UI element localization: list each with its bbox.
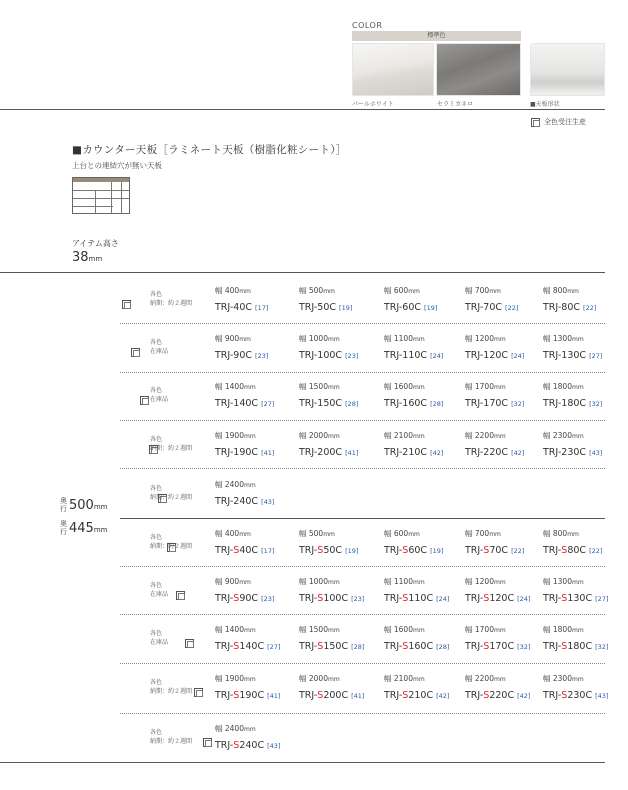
product-code: TRJ-40C [17] bbox=[215, 302, 269, 313]
page-ref: [42] bbox=[430, 449, 444, 457]
made-to-order-icon bbox=[122, 300, 131, 309]
product-cell bbox=[384, 624, 449, 652]
pearl-white-swatch bbox=[352, 43, 434, 96]
page-ref: [23] bbox=[255, 352, 269, 360]
product-code: TRJ-60C [19] bbox=[384, 302, 438, 313]
section-title: ■カウンター天板［ラミネート天板（樹脂化粧シート）］ bbox=[72, 144, 347, 156]
dotted-divider bbox=[120, 468, 605, 469]
page-ref: [28] bbox=[430, 400, 444, 408]
width-label: 幅 1400mm bbox=[215, 625, 256, 634]
product-cell bbox=[465, 673, 530, 701]
ceramica-nero-swatch bbox=[436, 43, 521, 96]
width-label: 幅 400mm bbox=[215, 286, 251, 295]
divider bbox=[0, 272, 605, 273]
made-to-order-icon bbox=[176, 591, 185, 600]
dotted-divider bbox=[120, 323, 605, 324]
color-heading: COLOR bbox=[352, 21, 383, 30]
width-label: 幅 2200mm bbox=[465, 431, 506, 440]
made-to-order-icon bbox=[140, 396, 149, 405]
dotted-divider bbox=[120, 614, 605, 615]
divider bbox=[0, 109, 605, 110]
dotted-divider bbox=[120, 372, 605, 373]
delivery-note: 各色 在庫品 bbox=[150, 339, 169, 355]
product-code: TRJ-S100C [23] bbox=[299, 593, 365, 604]
product-code: TRJ-S230C [43] bbox=[543, 690, 609, 701]
product-code: TRJ-S130C [27] bbox=[543, 593, 609, 604]
product-code: TRJ-50C [19] bbox=[299, 302, 353, 313]
product-cell bbox=[465, 576, 530, 604]
page-ref: [22] bbox=[511, 547, 525, 555]
product-cell bbox=[215, 430, 274, 458]
width-label: 幅 2000mm bbox=[299, 431, 340, 440]
product-cell bbox=[543, 673, 608, 701]
product-cell bbox=[465, 381, 524, 409]
product-cell bbox=[299, 528, 358, 556]
product-cell bbox=[543, 381, 602, 409]
product-code: TRJ-S220C [42] bbox=[465, 690, 531, 701]
product-cell bbox=[465, 430, 524, 458]
page-ref: [24] bbox=[517, 595, 531, 603]
width-label: 幅 1700mm bbox=[465, 625, 506, 634]
width-label: 幅 2100mm bbox=[384, 431, 425, 440]
product-cell bbox=[543, 285, 596, 313]
width-label: 幅 800mm bbox=[543, 529, 579, 538]
dotted-divider bbox=[120, 663, 605, 664]
width-label: 幅 1000mm bbox=[299, 577, 340, 586]
depth-kanji: 奥行 bbox=[60, 520, 67, 536]
width-label: 幅 1600mm bbox=[384, 382, 425, 391]
item-height-label: アイテム高さ bbox=[72, 239, 119, 248]
product-code: TRJ-160C [28] bbox=[384, 398, 444, 409]
page-ref: [28] bbox=[351, 643, 365, 651]
product-cell bbox=[384, 285, 437, 313]
product-cell bbox=[543, 430, 602, 458]
width-label: 幅 2000mm bbox=[299, 674, 340, 683]
width-label: 幅 1700mm bbox=[465, 382, 506, 391]
countertop-shape-image bbox=[530, 43, 605, 96]
product-code: TRJ-180C [32] bbox=[543, 398, 603, 409]
product-code: TRJ-230C [43] bbox=[543, 447, 603, 458]
page-ref: [19] bbox=[424, 304, 438, 312]
width-label: 幅 1600mm bbox=[384, 625, 425, 634]
product-cell bbox=[299, 430, 358, 458]
width-label: 幅 1500mm bbox=[299, 382, 340, 391]
product-code: TRJ-S200C [41] bbox=[299, 690, 365, 701]
width-label: 幅 500mm bbox=[299, 286, 335, 295]
product-code: TRJ-S50C [19] bbox=[299, 545, 359, 556]
page-ref: [32] bbox=[511, 400, 525, 408]
product-code: TRJ-70C [22] bbox=[465, 302, 519, 313]
width-label: 幅 1100mm bbox=[384, 577, 425, 586]
page-ref: [24] bbox=[511, 352, 525, 360]
width-label: 幅 2300mm bbox=[543, 431, 584, 440]
made-to-order-icon bbox=[531, 118, 540, 127]
product-code: TRJ-S120C [24] bbox=[465, 593, 531, 604]
delivery-note: 各色 在庫品 bbox=[150, 582, 169, 598]
width-label: 幅 1100mm bbox=[384, 334, 425, 343]
item-height-value: 38mm bbox=[72, 250, 103, 265]
product-code: TRJ-90C [23] bbox=[215, 350, 269, 361]
depth-445-label: 奥行 445mm bbox=[60, 520, 108, 536]
page-ref: [41] bbox=[261, 449, 275, 457]
delivery-note: 各色 納期：約２週間 bbox=[150, 291, 193, 307]
page-ref: [27] bbox=[595, 595, 609, 603]
divider bbox=[0, 762, 605, 763]
page-ref: [28] bbox=[436, 643, 450, 651]
page-ref: [28] bbox=[345, 400, 359, 408]
product-cell bbox=[299, 673, 364, 701]
page-ref: [19] bbox=[345, 547, 359, 555]
section-subtitle: 上台との連結穴が無い天板 bbox=[72, 161, 162, 170]
product-code: TRJ-S140C [27] bbox=[215, 641, 281, 652]
delivery-note: 各色 在庫品 bbox=[150, 630, 169, 646]
page-ref: [24] bbox=[430, 352, 444, 360]
width-label: 幅 400mm bbox=[215, 529, 251, 538]
product-cell bbox=[384, 528, 443, 556]
depth-kanji: 奥行 bbox=[60, 497, 67, 513]
delivery-note: 各色 納期：約２週間 bbox=[150, 436, 193, 452]
product-cell bbox=[215, 576, 274, 604]
page-ref: [41] bbox=[345, 449, 359, 457]
made-to-order-icon bbox=[185, 639, 194, 648]
legend-label: 全色受注生産 bbox=[544, 118, 586, 126]
swatch-caption: セラミカネロ bbox=[437, 101, 474, 108]
width-label: 幅 1800mm bbox=[543, 382, 584, 391]
made-to-order-icon bbox=[131, 348, 140, 357]
width-label: 幅 1500mm bbox=[299, 625, 340, 634]
product-code: TRJ-170C [32] bbox=[465, 398, 525, 409]
product-cell bbox=[384, 673, 449, 701]
page-ref: [17] bbox=[255, 304, 269, 312]
product-cell bbox=[299, 285, 352, 313]
page-ref: [23] bbox=[261, 595, 275, 603]
width-label: 幅 900mm bbox=[215, 334, 251, 343]
product-code: TRJ-S210C [42] bbox=[384, 690, 450, 701]
delivery-note: 各色 在庫品 bbox=[150, 387, 169, 403]
page-ref: [43] bbox=[595, 692, 609, 700]
dotted-divider bbox=[120, 420, 605, 421]
product-code: TRJ-S40C [17] bbox=[215, 545, 275, 556]
product-code: TRJ-S240C [43] bbox=[215, 740, 281, 751]
product-code: TRJ-S170C [32] bbox=[465, 641, 531, 652]
width-label: 幅 800mm bbox=[543, 286, 579, 295]
width-label: 幅 1900mm bbox=[215, 431, 256, 440]
width-label: 幅 600mm bbox=[384, 529, 420, 538]
delivery-note: 各色 納期：約２週間 bbox=[150, 534, 193, 550]
product-cell bbox=[384, 430, 443, 458]
page-ref: [41] bbox=[351, 692, 365, 700]
product-cell bbox=[384, 381, 443, 409]
product-cell bbox=[215, 673, 280, 701]
product-code: TRJ-210C [42] bbox=[384, 447, 444, 458]
product-cell bbox=[215, 479, 274, 507]
width-label: 幅 900mm bbox=[215, 577, 251, 586]
page-ref: [43] bbox=[261, 498, 275, 506]
product-cell bbox=[543, 576, 608, 604]
product-cell bbox=[215, 723, 280, 751]
page-ref: [43] bbox=[589, 449, 603, 457]
made-to-order-icon bbox=[194, 688, 203, 697]
page-ref: [19] bbox=[430, 547, 444, 555]
page-ref: [22] bbox=[583, 304, 597, 312]
product-cell bbox=[215, 381, 274, 409]
product-cell bbox=[215, 624, 280, 652]
delivery-note: 各色 納期：約２週間 bbox=[150, 729, 193, 745]
product-cell bbox=[299, 381, 358, 409]
dotted-divider bbox=[120, 713, 605, 714]
product-code: TRJ-220C [42] bbox=[465, 447, 525, 458]
made-to-order-icon bbox=[203, 738, 212, 747]
product-cell bbox=[465, 528, 524, 556]
width-label: 幅 500mm bbox=[299, 529, 335, 538]
page-ref: [17] bbox=[261, 547, 275, 555]
width-label: 幅 700mm bbox=[465, 286, 501, 295]
page-ref: [32] bbox=[595, 643, 609, 651]
width-label: 幅 1300mm bbox=[543, 577, 584, 586]
page-ref: [42] bbox=[511, 449, 525, 457]
width-label: 幅 2100mm bbox=[384, 674, 425, 683]
page-ref: [19] bbox=[339, 304, 353, 312]
product-cell bbox=[299, 576, 364, 604]
standard-color-bar: 標準色 bbox=[352, 31, 521, 41]
width-label: 幅 700mm bbox=[465, 529, 501, 538]
page-ref: [27] bbox=[589, 352, 603, 360]
product-code: TRJ-240C [43] bbox=[215, 496, 275, 507]
divider bbox=[120, 518, 605, 519]
page-ref: [23] bbox=[351, 595, 365, 603]
page-ref: [42] bbox=[517, 692, 531, 700]
product-code: TRJ-S60C [19] bbox=[384, 545, 444, 556]
width-label: 幅 2400mm bbox=[215, 724, 256, 733]
product-code: TRJ-S190C [41] bbox=[215, 690, 281, 701]
product-code: TRJ-S80C [22] bbox=[543, 545, 603, 556]
product-code: TRJ-140C [27] bbox=[215, 398, 275, 409]
width-label: 幅 600mm bbox=[384, 286, 420, 295]
product-code: TRJ-S90C [23] bbox=[215, 593, 275, 604]
delivery-note: 各色 納期：約２週間 bbox=[150, 679, 193, 695]
dotted-divider bbox=[120, 566, 605, 567]
product-code: TRJ-S110C [24] bbox=[384, 593, 450, 604]
width-label: 幅 1200mm bbox=[465, 577, 506, 586]
depth-500-label: 奥行 500mm bbox=[60, 497, 108, 513]
product-cell bbox=[215, 528, 274, 556]
page-ref: [27] bbox=[261, 400, 275, 408]
product-cell bbox=[543, 624, 608, 652]
product-code: TRJ-110C [24] bbox=[384, 350, 444, 361]
product-code: TRJ-150C [28] bbox=[299, 398, 359, 409]
product-code: TRJ-190C [41] bbox=[215, 447, 275, 458]
product-cell bbox=[543, 528, 602, 556]
cabinet-diagram bbox=[72, 177, 130, 214]
width-label: 幅 1000mm bbox=[299, 334, 340, 343]
product-cell bbox=[215, 285, 268, 313]
product-cell bbox=[299, 624, 364, 652]
page-ref: [27] bbox=[267, 643, 281, 651]
page-ref: [43] bbox=[267, 742, 281, 750]
product-cell bbox=[465, 285, 518, 313]
width-label: 幅 2400mm bbox=[215, 480, 256, 489]
width-label: 幅 1900mm bbox=[215, 674, 256, 683]
product-cell bbox=[384, 333, 443, 361]
product-cell bbox=[465, 624, 530, 652]
page-ref: [32] bbox=[589, 400, 603, 408]
page-ref: [23] bbox=[345, 352, 359, 360]
product-cell bbox=[299, 333, 358, 361]
page-ref: [41] bbox=[267, 692, 281, 700]
page-ref: [42] bbox=[436, 692, 450, 700]
product-code: TRJ-200C [41] bbox=[299, 447, 359, 458]
product-cell bbox=[384, 576, 449, 604]
product-code: TRJ-120C [24] bbox=[465, 350, 525, 361]
width-label: 幅 2200mm bbox=[465, 674, 506, 683]
product-code: TRJ-S70C [22] bbox=[465, 545, 525, 556]
width-label: 幅 1800mm bbox=[543, 625, 584, 634]
product-code: TRJ-S160C [28] bbox=[384, 641, 450, 652]
product-code: TRJ-100C [23] bbox=[299, 350, 359, 361]
page-ref: [22] bbox=[505, 304, 519, 312]
product-code: TRJ-S180C [32] bbox=[543, 641, 609, 652]
legend bbox=[531, 117, 586, 127]
width-label: 幅 2300mm bbox=[543, 674, 584, 683]
product-code: TRJ-80C [22] bbox=[543, 302, 597, 313]
width-label: 幅 1400mm bbox=[215, 382, 256, 391]
product-code: TRJ-130C [27] bbox=[543, 350, 603, 361]
product-cell bbox=[543, 333, 602, 361]
page-ref: [24] bbox=[436, 595, 450, 603]
width-label: 幅 1300mm bbox=[543, 334, 584, 343]
width-label: 幅 1200mm bbox=[465, 334, 506, 343]
product-cell bbox=[465, 333, 524, 361]
page-ref: [22] bbox=[589, 547, 603, 555]
product-code: TRJ-S150C [28] bbox=[299, 641, 365, 652]
delivery-note: 各色 納期：約２週間 bbox=[150, 485, 193, 501]
page-ref: [32] bbox=[517, 643, 531, 651]
swatch-caption: パールホワイト bbox=[352, 101, 394, 108]
shape-caption: ■天板形状 bbox=[530, 101, 560, 108]
product-cell bbox=[215, 333, 268, 361]
